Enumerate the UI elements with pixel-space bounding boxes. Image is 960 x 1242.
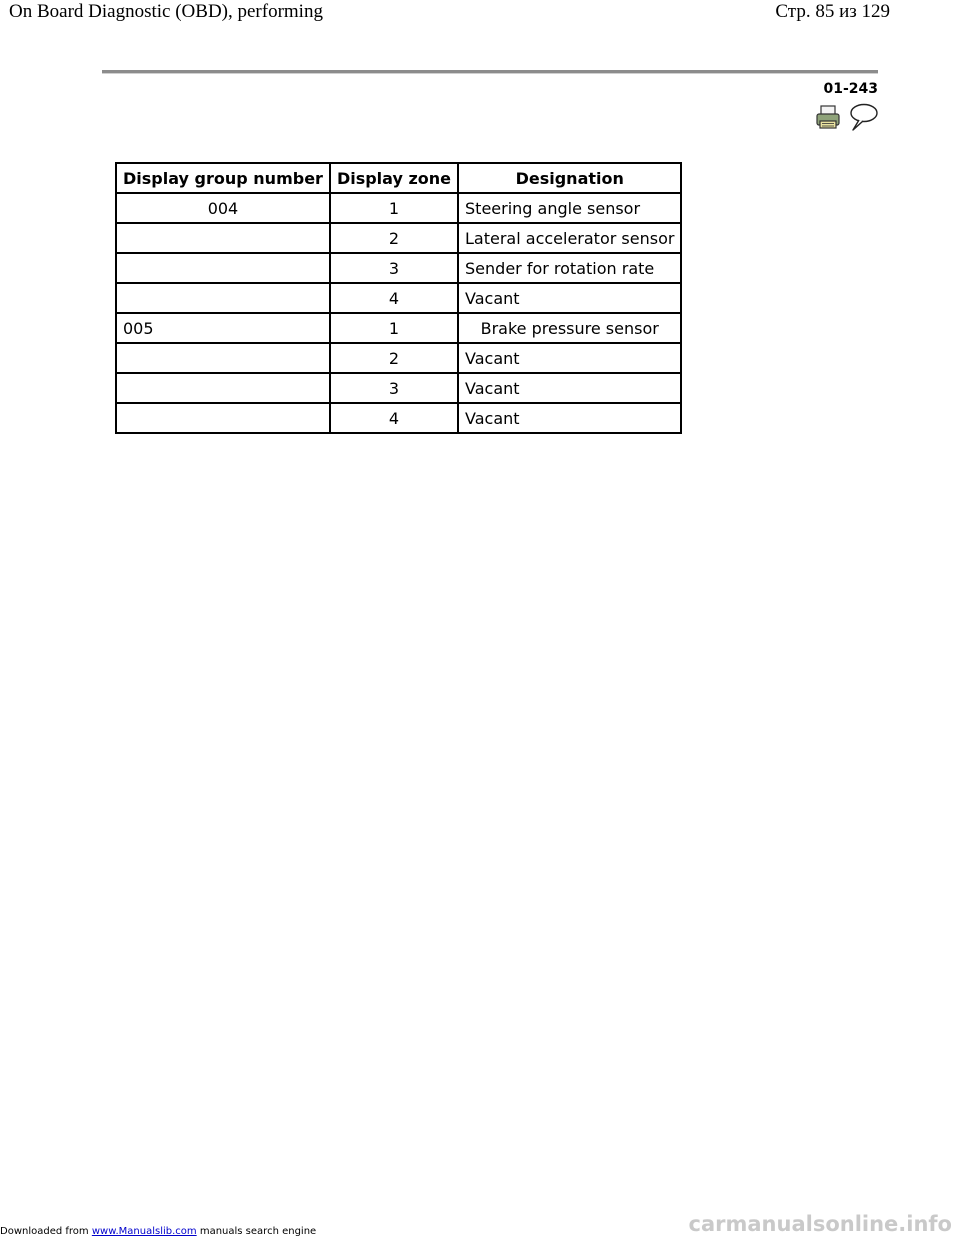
designation-cell: Brake pressure sensor: [458, 313, 681, 343]
group-number-cell: [116, 403, 330, 433]
table-row: [116, 343, 681, 373]
designation-cell: Sender for rotation rate: [458, 253, 681, 283]
page-header-title: On Board Diagnostic (OBD), performing: [9, 1, 323, 22]
display-zone-cell: 1: [330, 313, 458, 343]
designation-cell: Vacant: [458, 283, 681, 313]
designation-cell: Lateral accelerator sensor: [458, 223, 681, 253]
comment-bubble-icon[interactable]: [847, 102, 879, 132]
group-number-cell: [116, 343, 330, 373]
column-header-group-number: Display group number: [116, 163, 330, 193]
display-groups-table: [115, 162, 682, 434]
table-row: [116, 283, 681, 313]
header-divider: [102, 70, 878, 74]
display-zone-cell: 2: [330, 343, 458, 373]
printer-icon[interactable]: [815, 104, 841, 130]
table-row: [116, 193, 681, 223]
download-credit: [0, 1226, 316, 1237]
display-zone-cell: 4: [330, 283, 458, 313]
group-number-cell: [116, 253, 330, 283]
group-number-cell: [116, 283, 330, 313]
downloaded-from-text: Downloaded from: [0, 1226, 89, 1237]
page-counter: Стр. 85 из 129: [775, 1, 890, 22]
tagline-text: manuals search engine: [199, 1226, 317, 1237]
manualslib-link[interactable]: www.Manualslib.com: [91, 1226, 197, 1237]
site-watermark: carmanualsonline.info: [688, 1212, 952, 1236]
group-number-cell: [116, 373, 330, 403]
column-header-display-zone: Display zone: [330, 163, 458, 193]
designation-cell: Vacant: [458, 343, 681, 373]
table-row: [116, 373, 681, 403]
display-zone-cell: 4: [330, 403, 458, 433]
display-zone-cell: 3: [330, 373, 458, 403]
column-header-designation: Designation: [458, 163, 681, 193]
group-number-cell: [116, 223, 330, 253]
table-header-row: [116, 163, 681, 193]
table-row: [116, 313, 681, 343]
table-row: [116, 403, 681, 433]
table-row: [116, 253, 681, 283]
designation-cell: Vacant: [458, 403, 681, 433]
table-row: [116, 223, 681, 253]
display-zone-cell: 3: [330, 253, 458, 283]
designation-cell: Vacant: [458, 373, 681, 403]
group-number-cell: 004: [116, 193, 330, 223]
display-zone-cell: 2: [330, 223, 458, 253]
designation-cell: Steering angle sensor: [458, 193, 681, 223]
document-number: 01-243: [823, 81, 878, 97]
group-number-cell: 005: [116, 313, 330, 343]
display-zone-cell: 1: [330, 193, 458, 223]
